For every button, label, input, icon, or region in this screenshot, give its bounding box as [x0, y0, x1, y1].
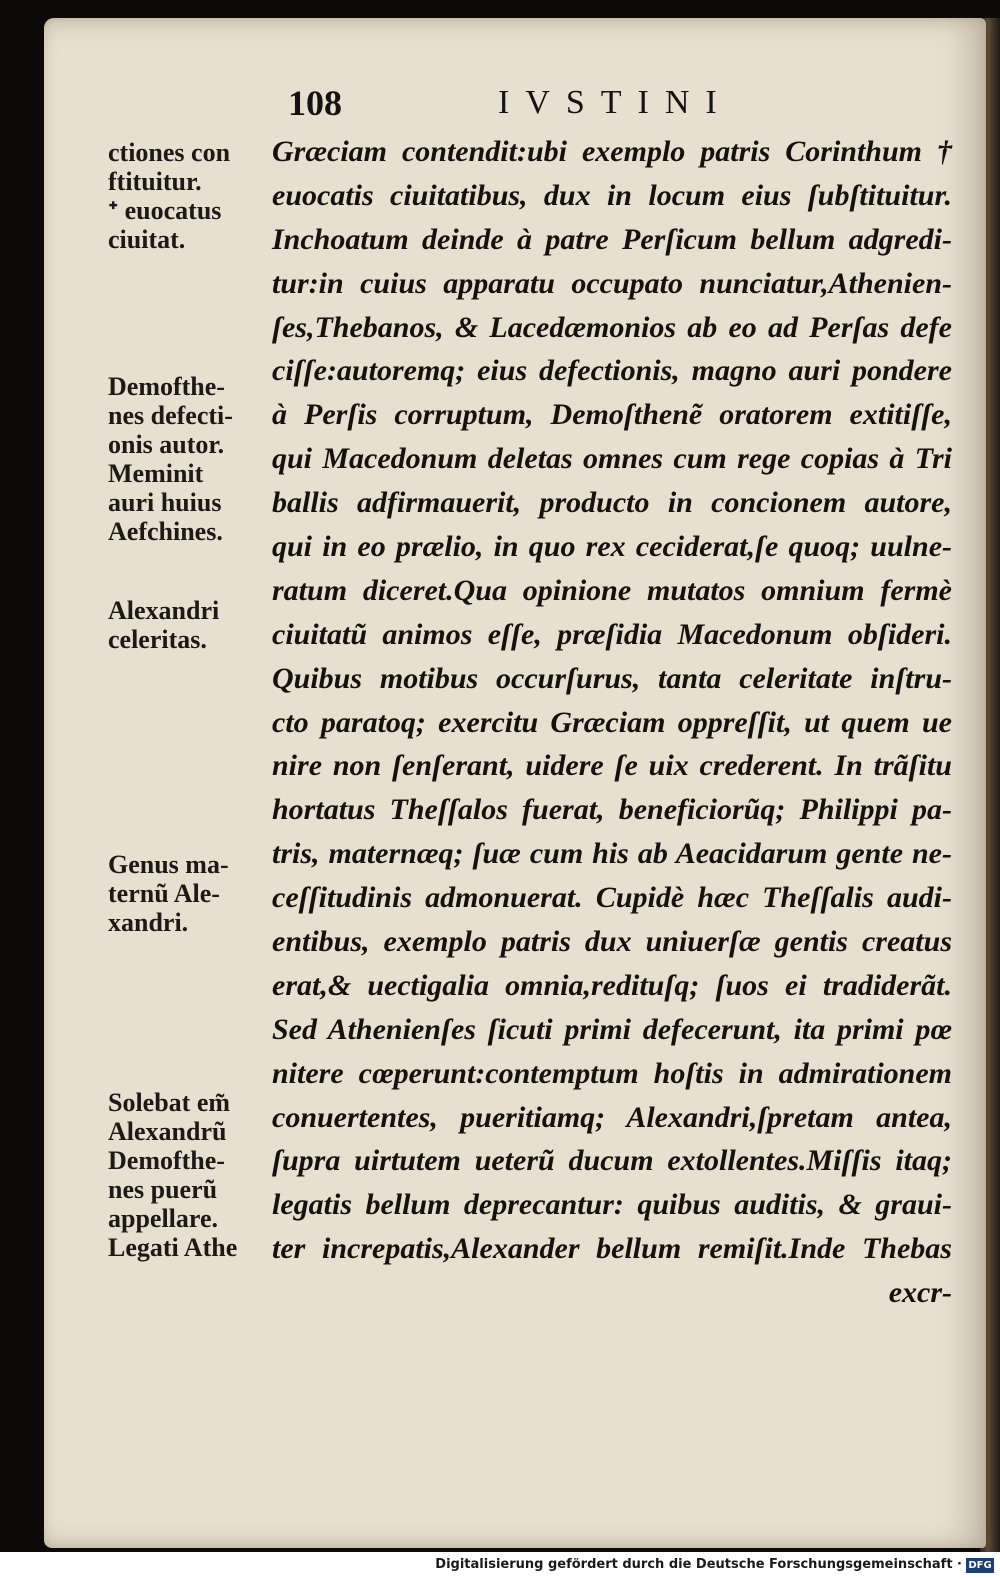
- text-line: ſes,Thebanos, & Lacedæmonios ab eo ad Perſas defe: [272, 310, 952, 344]
- margin-note-line: ctiones con: [108, 138, 231, 167]
- text-line: à Perſis corruptum, Demoſthenẽ oratorem extitiſſe,: [272, 398, 952, 432]
- margin-note: [108, 596, 270, 654]
- text-line: Græciam contendit:ubi exemplo patris Corinthum †: [272, 135, 952, 168]
- margin-note: [108, 1088, 270, 1262]
- text-line: ſupra uirtutem ueterũ ducum extollentes.Miſſis itaq;: [272, 1144, 952, 1178]
- text-line: ciſſe:autoremq; eius defectionis, magno auri pondere: [272, 354, 952, 388]
- text-line: qui Macedonum deletas omnes cum rege copias à Tri: [272, 442, 952, 476]
- margin-note-line: auri huius: [108, 488, 222, 517]
- margin-note-line: Genus ma-: [108, 850, 229, 879]
- catchword: excr-: [888, 1276, 952, 1310]
- margin-note-line: xandri.: [108, 908, 189, 937]
- text-line: legatis bellum deprecantur: quibus auditis, & graui-: [272, 1188, 952, 1222]
- running-title: IVSTINI: [498, 84, 733, 121]
- margin-note-line: ternũ Ale-: [108, 879, 220, 908]
- margin-note-line: Legati Athe: [108, 1233, 238, 1262]
- text-line: Sed Athenienſes ſicuti primi defecerunt, ita primi pœ: [272, 1012, 952, 1046]
- text-line: tur:in cuius apparatu occupato nunciatur,Athenien-: [272, 266, 952, 300]
- text-line: ter increpatis,Alexander bellum remiſit.Inde Thebas: [272, 1232, 952, 1266]
- text-line: Inchoatum deinde à patre Perſicum bellum adgredi-: [272, 222, 952, 256]
- text-line: nitere cœperunt:contemptum hoſtis in admirationem: [272, 1056, 952, 1090]
- text-line: ceſſitudinis admonuerat. Cupidè hæc Theſſalis audi-: [272, 881, 952, 915]
- margin-note-line: Solebat em̃: [108, 1088, 231, 1117]
- text-line: ratum diceret.Qua opinione mutatos omnium fermè: [272, 573, 952, 607]
- margin-note-line: nes defecti-: [108, 401, 233, 430]
- dfg-logo-icon: DFG: [966, 1558, 994, 1573]
- margin-note-line: ciuitat.: [108, 225, 186, 254]
- margin-note-line: celeritas.: [108, 625, 207, 654]
- text-line: qui in eo prælio, in quo rex ceciderat,ſe quoq; uulne-: [272, 530, 952, 564]
- margin-note-line: onis autor.: [108, 430, 225, 459]
- text-line: conuertentes, pueritiamq; Alexandri,ſpretam antea,: [272, 1100, 952, 1134]
- main-text-block: [272, 130, 952, 1315]
- margin-note-line: appellare.: [108, 1204, 219, 1233]
- margin-note-line: Meminit: [108, 459, 204, 488]
- marginalia-column: [108, 138, 270, 1278]
- margin-note: [108, 850, 270, 937]
- margin-note-line: Demofthe-: [108, 1146, 225, 1175]
- page-number: 108: [288, 83, 342, 123]
- text-line: entibus, exemplo patris dux uniuerſæ gentis creatus: [272, 925, 952, 959]
- margin-note-line: Demofthe-: [108, 372, 225, 401]
- margin-note-line: nes puerũ: [108, 1175, 218, 1204]
- text-line: ciuitatũ animos eſſe, præſidia Macedonum obſideri.: [272, 617, 952, 651]
- text-line: ballis adfirmauerit, producto in concionem autore,: [272, 486, 952, 520]
- margin-note-line: ftituitur.: [108, 167, 202, 196]
- digitization-footer: [0, 1552, 1000, 1580]
- text-line: tris, maternæq; ſuæ cum his ab Aeacidarum gente ne-: [272, 837, 952, 871]
- margin-note: [108, 372, 270, 546]
- text-line: nire non ſenſerant, uidere ſe uix crederent. In trãſitu: [272, 749, 952, 783]
- text-line: euocatis ciuitatibus, dux in locum eius ſubſtituitur.: [272, 178, 952, 212]
- text-line: hortatus Theſſalos fuerat, beneficiorũq; Philippi pa-: [272, 793, 952, 827]
- margin-note-line: Aefchines.: [108, 517, 223, 546]
- margin-note: [108, 138, 270, 254]
- text-line: erat,& uectigalia omnia,redituſq; ſuos ei tradiderãt.: [272, 968, 952, 1002]
- page-header: [0, 82, 1000, 128]
- funding-credit: Digitalisierung gefördert durch die Deutsche Forschungsgemeinschaft ·: [435, 1557, 962, 1572]
- text-line: Quibus motibus occurſurus, tanta celeritate inſtru-: [272, 661, 952, 695]
- margin-note-line: Alexandrũ: [108, 1117, 227, 1146]
- text-line: cto paratoq; exercitu Græciam oppreſſit, ut quem ue: [272, 705, 952, 739]
- margin-note-line: Alexandri: [108, 596, 220, 625]
- margin-note-line: ᐩ euocatus: [108, 196, 222, 225]
